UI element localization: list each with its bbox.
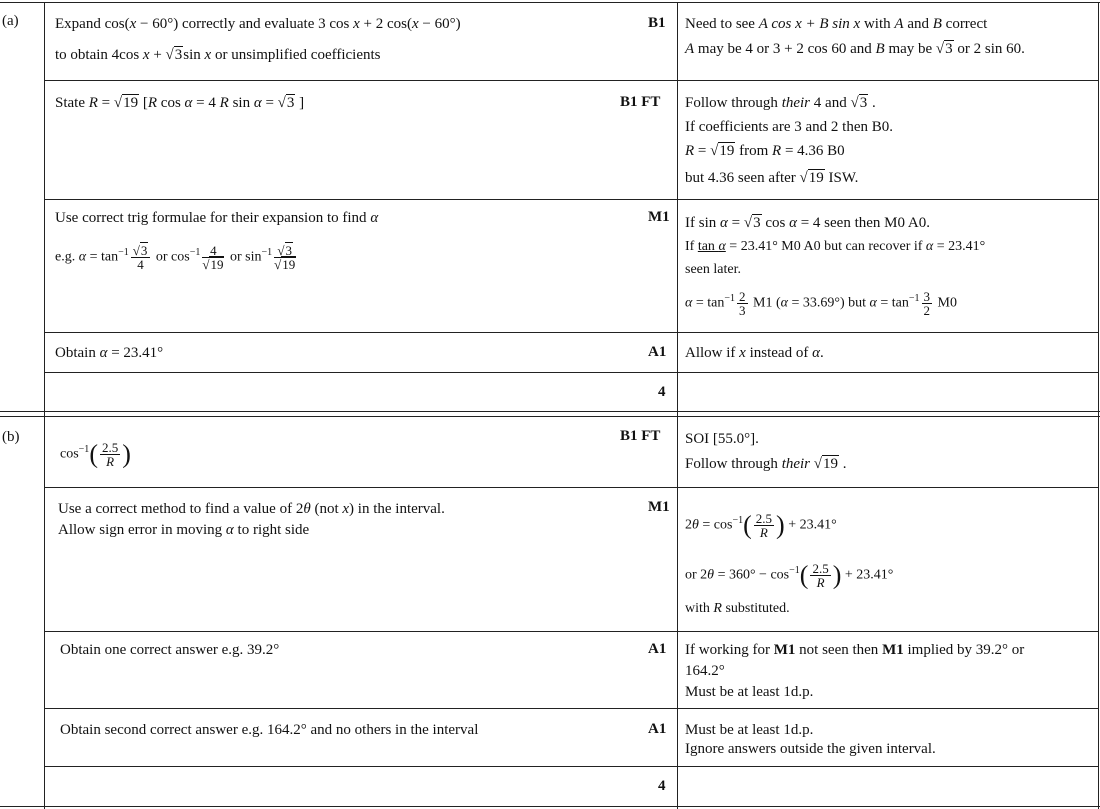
answer-text: Use correct trig formulae for their expansion to find α xyxy=(55,210,379,226)
guidance-text: but 4.36 seen after √19 ISW. xyxy=(685,170,859,186)
guidance-text: If tan α = 23.41° M0 A0 but can recover if α = 23.41° xyxy=(685,239,986,254)
guidance-text: seen later. xyxy=(685,262,741,277)
mark-code: M1 xyxy=(648,499,670,515)
row-divider xyxy=(44,766,1099,767)
row-divider xyxy=(44,80,1099,81)
table-border-right xyxy=(1098,2,1099,809)
row-divider xyxy=(44,372,1099,373)
part-divider xyxy=(0,416,1100,417)
guidance-text: If coefficients are 3 and 2 then B0. xyxy=(685,119,893,135)
total-marks-a: 4 xyxy=(658,384,666,400)
guidance-text: Allow if x instead of α. xyxy=(685,345,824,361)
guidance-text: with R substituted. xyxy=(685,601,790,616)
answer-text: to obtain 4cos x + √3sin x or unsimplified coefficients xyxy=(55,47,381,63)
total-marks-b: 4 xyxy=(658,778,666,794)
guidance-text: If working for M1 not seen then M1 implied by 39.2° or xyxy=(685,642,1025,658)
table-border-bottom xyxy=(0,806,1100,807)
answer-text: Obtain α = 23.41° xyxy=(55,345,164,361)
answer-text: State R = √19 [R cos α = 4 R sin α = √3 ] xyxy=(55,95,305,111)
answer-text: Expand cos(x − 60°) correctly and evaluate 3 cos x + 2 cos(x − 60°) xyxy=(55,16,461,32)
answer-text: Obtain second correct answer e.g. 164.2° and no others in the interval xyxy=(60,722,479,738)
guidance-text: R = √19 from R = 4.36 B0 xyxy=(685,143,845,159)
part-label-a: (a) xyxy=(2,13,19,29)
guidance-text: 164.2° xyxy=(685,663,725,679)
guidance-text: SOI [55.0°]. xyxy=(685,431,759,447)
guidance-text: Need to see A cos x + B sin x with A and B correct xyxy=(685,16,988,32)
guidance-text: Must be at least 1d.p. xyxy=(685,684,814,700)
mark-code: A1 xyxy=(648,641,667,657)
guidance-formula: $2\theta = \cos^{-1}$( $\frac{2.5}{R}) + 23.41^\circ$ xyxy=(685,510,837,540)
col-divider-part xyxy=(44,2,45,809)
part-divider xyxy=(0,411,1100,412)
guidance-text: Must be at least 1d.p. xyxy=(685,722,814,738)
mark-code: A1 xyxy=(648,721,667,737)
col-divider-mark xyxy=(677,2,678,809)
mark-code: M1 xyxy=(648,209,670,225)
guidance-text: Follow through their √19 . xyxy=(685,456,847,472)
guidance-text: Follow through their 4 and √3 . xyxy=(685,95,876,111)
row-divider xyxy=(44,332,1099,333)
answer-formula: e.g. $\alpha = \tan^{-1}$ $\frac{√3}{4}$ or $\cos^{-1}$ $\frac{4}{√19}$ or $\sin^{-1}$ $\frac{√3}{√19}$ xyxy=(55,242,296,272)
answer-text: Allow sign error in moving α to right side xyxy=(58,522,310,538)
guidance-formula: $\alpha = \tan^{-1}$ $\frac{2}{3}$ M1 (α = 33.69°) but $\alpha = \tan^{-1}$ $\frac{3}{2}$ M0 xyxy=(685,288,957,318)
row-divider xyxy=(44,487,1099,488)
answer-formula: $\cos^{-1}$( $\frac{2.5}{R}$) xyxy=(60,439,131,469)
part-label-b: (b) xyxy=(2,429,20,445)
mark-code: B1 FT xyxy=(620,428,661,444)
table-border-top xyxy=(0,2,1100,3)
mark-code: A1 xyxy=(648,344,667,360)
guidance-text: If sin α = √3 cos α = 4 seen then M0 A0. xyxy=(685,215,930,231)
row-divider xyxy=(44,631,1099,632)
row-divider xyxy=(44,199,1099,200)
guidance-text: Ignore answers outside the given interval. xyxy=(685,741,936,757)
mark-code: B1 FT xyxy=(620,94,661,110)
guidance-formula: or $2\theta = 360^\circ - \cos^{-1}$( $\frac{2.5}{R}) + 23.41^\circ$ xyxy=(685,560,894,590)
answer-text: Use a correct method to find a value of 2θ (not x) in the interval. xyxy=(58,501,445,517)
row-divider xyxy=(44,708,1099,709)
guidance-text: A may be 4 or 3 + 2 cos 60 and B may be √3 or 2 sin 60. xyxy=(685,41,1025,57)
mark-code: B1 xyxy=(648,15,666,31)
answer-text: Obtain one correct answer e.g. 39.2° xyxy=(60,642,280,658)
